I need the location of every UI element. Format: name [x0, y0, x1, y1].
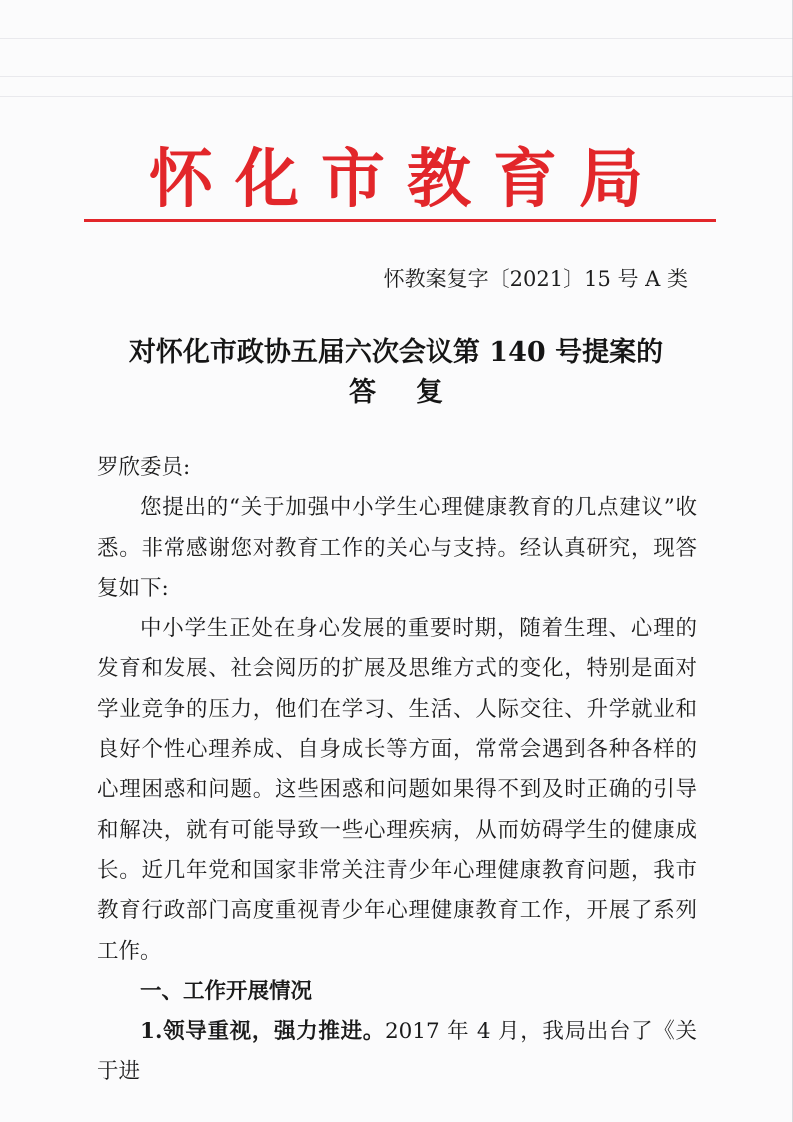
paragraph-acknowledgement: 您提出的“关于加强中小学生心理健康教育的几点建议”收悉。非常感谢您对教育工作的关心与支持。经认真研究，现答复如下: [97, 495, 697, 601]
letterhead-divider [84, 219, 716, 222]
title-line-2: 答复 [349, 377, 483, 408]
document-title [0, 333, 792, 413]
scan-artifact-line [0, 38, 793, 39]
salutation: 罗欣委员: [97, 455, 191, 480]
scan-artifact-line [0, 76, 793, 77]
document-number: 怀教案复字〔2021〕15 号 A 类 [383, 267, 688, 291]
title-line-1: 对怀化市政协五届六次会议第 140 号提案的 [128, 337, 664, 368]
document-body [97, 448, 697, 1093]
letterhead-title: 怀化市教育局 [149, 142, 665, 217]
scan-artifact-line [0, 96, 793, 97]
paragraph-background: 中小学生正处在身心发展的重要时期，随着生理、心理的发育和发展、社会阅历的扩展及思维方式的变化，特别是面对学业竞争的压力，他们在学习、生活、人际交往、升学就业和良好个性心理养成、自身成长等方面，常常会遇到各种各样的心理困惑和问题。这些困惑和问题如果得不到及时正确的引导和解决，就有可能导致一些心理疾病，从而妨碍学生的健康成长。近几年党和国家非常关注青少年心理健康教育问题，我市教育行政部门高度重视青少年心理健康教育工作，开展了系列工作。 [97, 616, 697, 964]
list-item-text: 2017 年 4 月，我局出台了《关于进 [97, 1019, 697, 1085]
list-item-lead: 1.领导重视，强力推进。 [140, 1019, 385, 1045]
list-item [97, 1012, 697, 1093]
section-heading: 一、工作开展情况 [140, 978, 313, 1004]
